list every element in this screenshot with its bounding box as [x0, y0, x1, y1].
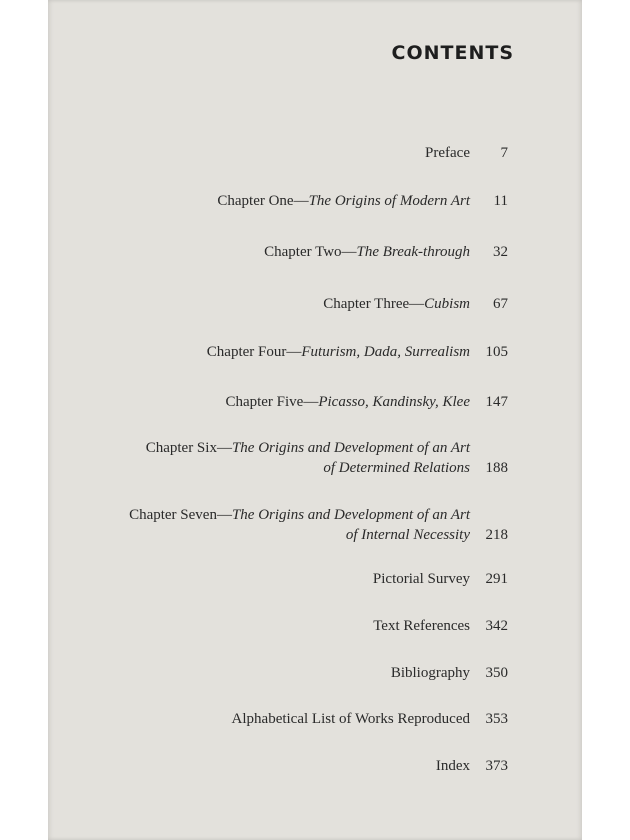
chapter-subtitle-line2: of Determined Relations	[323, 460, 470, 476]
chapter-subtitle: The Origins of Modern Art	[308, 193, 470, 209]
book-page	[48, 0, 582, 840]
toc-entry-preface	[425, 143, 508, 163]
chapter-label: Chapter Four—	[206, 344, 302, 360]
toc-entry-title	[129, 505, 470, 545]
toc-entry-page: 11	[493, 193, 508, 209]
toc-entry-pictorial-survey	[373, 569, 508, 589]
toc-entry-chapter-six	[146, 438, 508, 478]
background-right	[582, 0, 630, 840]
toc-entry-text-references	[373, 616, 508, 636]
toc-entry-title	[225, 392, 470, 412]
chapter-subtitle: The Break-through	[356, 244, 470, 260]
toc-entry-chapter-four	[207, 342, 508, 362]
toc-entry-page: 32	[493, 244, 508, 260]
toc-entry-page: 218	[485, 527, 508, 543]
toc-entry-chapter-three	[323, 294, 508, 314]
chapter-label: Chapter Two—	[264, 244, 357, 260]
chapter-subtitle: The Origins and Development of an Art	[231, 507, 470, 523]
chapter-label: Chapter Six—	[145, 440, 232, 456]
contents-heading: CONTENTS	[391, 42, 514, 64]
toc-entry-title: Bibliography	[390, 665, 470, 681]
chapter-label: Chapter One—	[217, 193, 309, 209]
toc-entry-page: 353	[485, 711, 508, 727]
toc-entry-page: 350	[485, 665, 508, 681]
toc-entry-title: Alphabetical List of Works Reproduced	[231, 711, 470, 727]
toc-entry-page: 105	[485, 344, 508, 360]
toc-entry-chapter-seven	[129, 505, 508, 545]
toc-entry-title: Preface	[425, 145, 470, 161]
chapter-label: Chapter Three—	[323, 296, 425, 312]
toc-entry-index	[436, 756, 508, 776]
toc-entry-page: 342	[485, 618, 508, 634]
toc-entry-page: 67	[493, 296, 508, 312]
chapter-label: Chapter Seven—	[129, 507, 232, 523]
toc-entry-chapter-two	[264, 242, 508, 262]
toc-entry-page: 147	[485, 394, 508, 410]
toc-entry-title	[323, 294, 470, 314]
chapter-subtitle: Cubism	[424, 296, 470, 312]
toc-entry-page: 7	[500, 145, 508, 161]
toc-entry-chapter-one	[217, 191, 508, 211]
chapter-label: Chapter Five—	[225, 394, 319, 410]
toc-entry-page: 188	[485, 460, 508, 476]
toc-entry-title	[264, 242, 470, 262]
chapter-subtitle: The Origins and Development of an Art	[231, 440, 470, 456]
toc-entry-alphabetical-list	[232, 709, 508, 729]
background-left	[0, 0, 48, 840]
toc-entry-title	[217, 191, 470, 211]
chapter-subtitle-line2: of Internal Necessity	[345, 527, 470, 543]
toc-entry-page: 373	[485, 758, 508, 774]
toc-entry-title	[207, 342, 470, 362]
toc-entry-title: Pictorial Survey	[372, 571, 470, 587]
toc-entry-page: 291	[485, 571, 508, 587]
chapter-subtitle: Picasso, Kandinsky, Klee	[318, 394, 470, 410]
toc-entry-title	[146, 438, 470, 478]
toc-entry-title: Text References	[373, 618, 470, 634]
toc-entry-bibliography	[391, 663, 508, 683]
toc-entry-chapter-five	[225, 392, 508, 412]
toc-entry-title: Index	[435, 758, 470, 774]
chapter-subtitle: Futurism, Dada, Surrealism	[301, 344, 470, 360]
